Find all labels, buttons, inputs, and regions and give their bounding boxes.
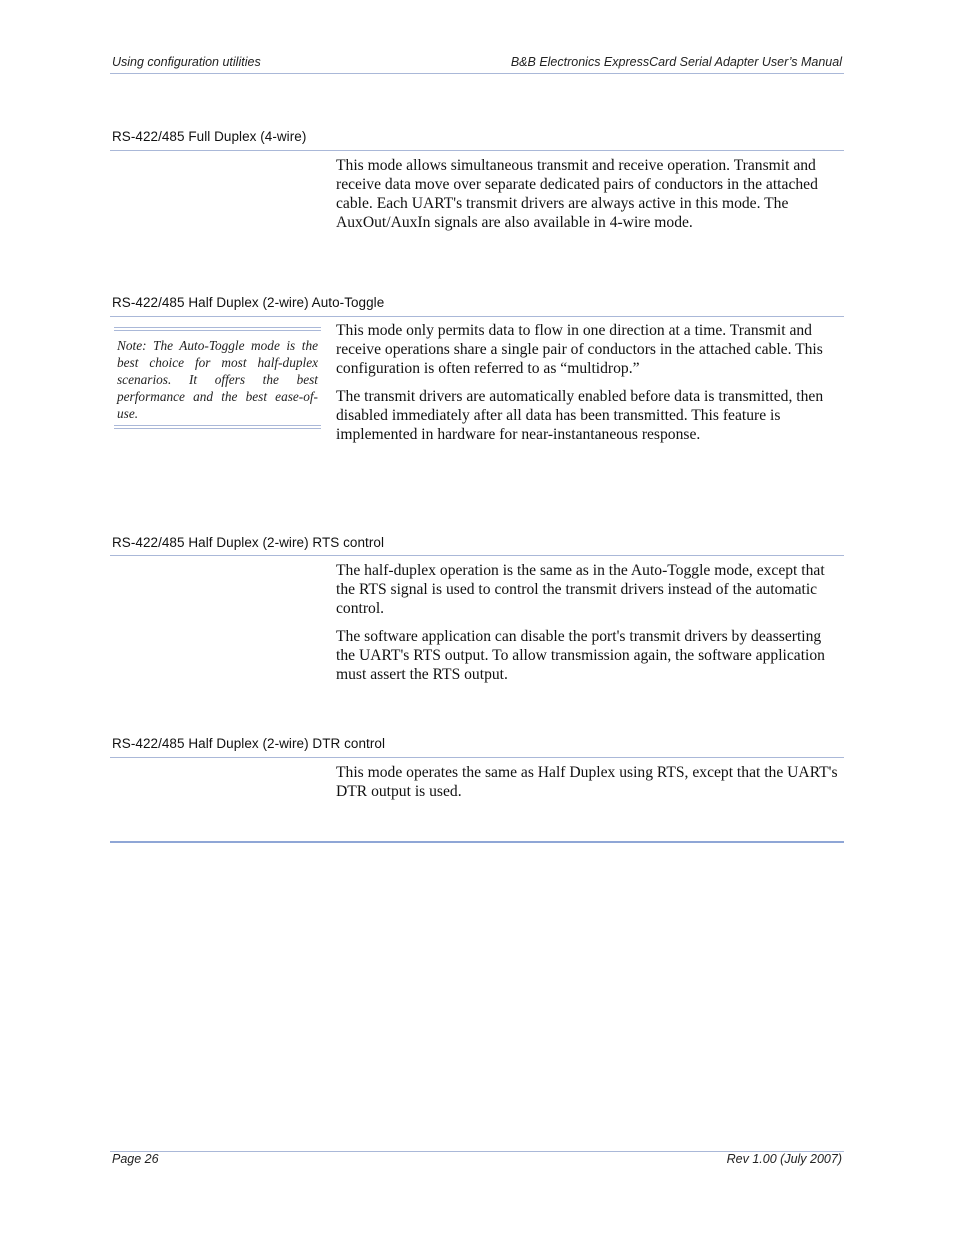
side-note <box>114 327 321 431</box>
section-body-auto-toggle <box>336 322 844 453</box>
note-top-rule <box>114 330 321 331</box>
section-body-rts-control <box>336 562 844 693</box>
section-body-full-duplex <box>336 157 844 242</box>
note-bottom-rule <box>114 428 321 429</box>
paragraph: This mode allows simultaneous transmit and receive operation. Transmit and receive data move over separate dedicated pairs of conductors in the attached cable. Each UART's transmit drivers are always active in this mode. The AuxOut/AuxIn signals are also available in 4-wire mode. <box>336 157 818 231</box>
note-top-rule <box>114 327 321 328</box>
header-section-title: Using configuration utilities <box>112 55 261 69</box>
paragraph: The half-duplex operation is the same as in the Auto-Toggle mode, except that the RTS signal is used to control the transmit drivers instead of the automatic control. <box>336 562 825 617</box>
section-heading-auto-toggle: RS-422/485 Half Duplex (2-wire) Auto-Toggle <box>112 295 385 310</box>
header-rule <box>110 73 844 74</box>
footer-revision: Rev 1.00 (July 2007) <box>726 1152 842 1166</box>
note-bottom-rule <box>114 425 321 426</box>
paragraph: This mode operates the same as Half Duplex using RTS, except that the UART's DTR output is used. <box>336 764 838 800</box>
section-rule <box>110 316 844 317</box>
section-rule <box>110 757 844 758</box>
paragraph: The software application can disable the port's transmit drivers by deasserting the UART's RTS output. To allow transmission again, the software application must assert the RTS output. <box>336 627 825 683</box>
paragraph: This mode only permits data to flow in one direction at a time. Transmit and receive operations share a single pair of conductors in the attached cable. This configuration is often referred to as “multidrop.” <box>336 322 823 377</box>
section-heading-full-duplex: RS-422/485 Full Duplex (4-wire) <box>112 129 307 144</box>
header-manual-title: B&B Electronics ExpressCard Serial Adapter User’s Manual <box>510 55 842 69</box>
section-heading-rts-control: RS-422/485 Half Duplex (2-wire) RTS control <box>112 535 385 550</box>
section-body-dtr-control <box>336 764 844 811</box>
paragraph: The transmit drivers are automatically enabled before data is transmitted, then disabled immediately after all data has been transmitted. This feature is implemented in hardware for near-instantaneous response. <box>336 387 824 443</box>
section-rule <box>110 555 844 556</box>
section-rule <box>110 150 844 151</box>
section-heading-dtr-control: RS-422/485 Half Duplex (2-wire) DTR control <box>112 736 385 751</box>
note-text: Note: The Auto-Toggle mode is the best choice for most half-duplex scenarios. It offers the best performance and the best ease-of-use. <box>117 338 318 421</box>
end-of-content-rule <box>110 841 844 843</box>
footer-page-number: Page 26 <box>112 1152 159 1166</box>
